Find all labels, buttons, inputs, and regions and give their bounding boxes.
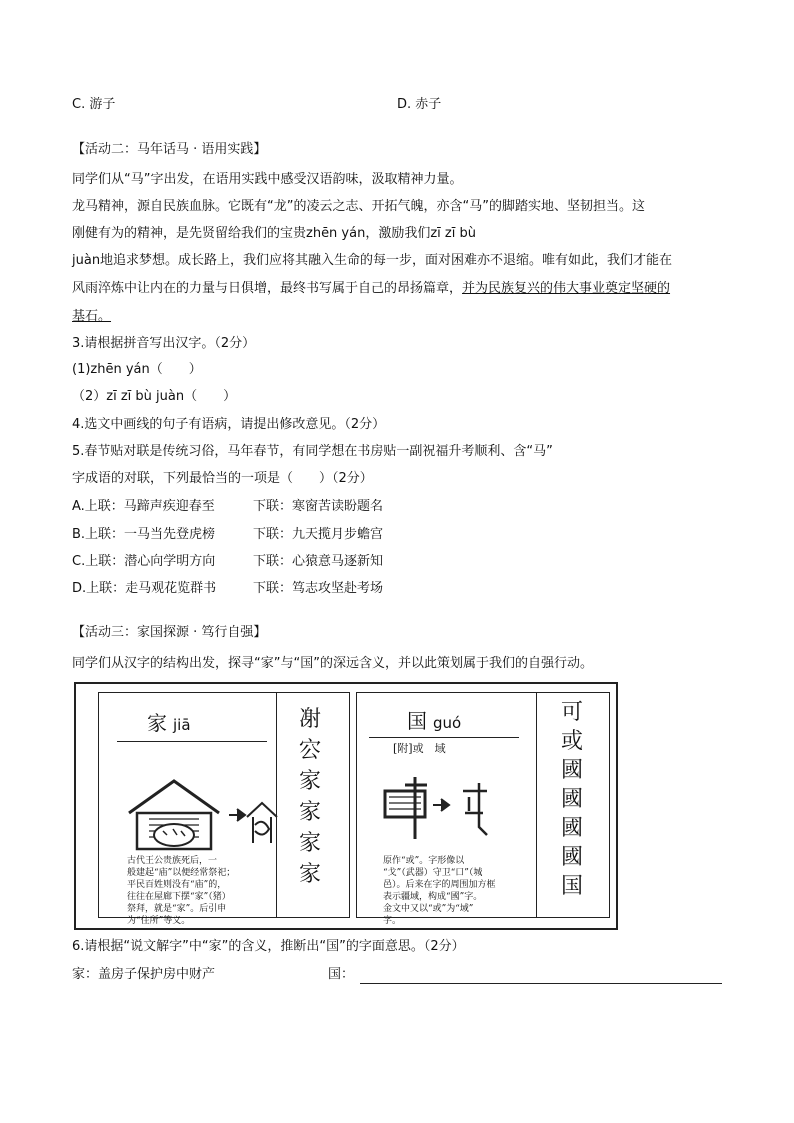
activity2-intro: 同学们从“马”字出发，在语用实践中感受汉语韵味，汲取精神力量。: [72, 172, 463, 187]
q3-stem: 3.请根据拼音写出汉字。（2分）: [72, 336, 256, 351]
q4-stem: 4.选文中画线的句子有语病，请提出修改意见。（2分）: [72, 417, 386, 432]
jia-heading-rule: [117, 741, 267, 742]
option-c: C. 游子: [72, 97, 116, 112]
guo-form-1: 可: [560, 700, 583, 725]
guo-forms-column: [550, 698, 594, 901]
guo-explanation: 原作“或”。字形像以 “戈”（武器）守卫“口”（城 邑）。后来在字的周围加方框 表示疆域，构成“國”字。 金文中又以“或”为“域” 字。: [383, 856, 496, 926]
guo-heading-rule: [369, 737, 519, 738]
q6-guo-label: 国：: [328, 967, 355, 982]
guo-form-7: 国: [560, 874, 583, 899]
guo-form-3: 國: [560, 758, 583, 783]
jia-heading: [147, 707, 191, 736]
q5-option-a-down: 下联：寒窗苦读盼题名: [253, 499, 384, 514]
jia-char: 家: [147, 711, 167, 735]
jia-column-divider: [276, 692, 277, 918]
q5-option-b-down: 下联：九天揽月步蟾宫: [253, 527, 384, 542]
etymology-figure: [74, 682, 618, 930]
jia-form-5: 家: [298, 831, 321, 856]
q5-option-c-down: 下联：心猿意马逐新知: [253, 554, 384, 569]
jia-pinyin: jiā: [173, 716, 191, 734]
guo-form-5: 國: [560, 816, 583, 841]
q5-option-b-up: B.上联：一马当先登虎榜: [72, 527, 216, 542]
jia-form-4: 家: [298, 800, 321, 825]
option-d: D. 赤子: [397, 97, 442, 112]
guo-char: 国: [407, 709, 427, 733]
q5-option-d-down: 下联：笃志攻坚赴考场: [253, 581, 384, 596]
q3-item-2: （2）zī zī bù juàn（ ）: [72, 389, 237, 404]
underlined-sentence-part1: 并为民族复兴的伟大事业奠定坚硬的: [462, 281, 671, 296]
q5-stem-2: 字成语的对联，下列最恰当的一项是（ ）（2分）: [72, 471, 373, 486]
activity2-title: 【活动二：马年话马 · 语用实践】: [72, 142, 267, 157]
jia-form-6: 家: [298, 862, 321, 887]
activity3-intro: 同学们从汉字的结构出发，探寻“家”与“国”的深远含义，并以此策划属于我们的自强行动。: [72, 656, 593, 671]
guo-sub: [附]或 域: [393, 742, 446, 755]
underlined-sentence-part2: 基石。: [72, 309, 112, 324]
jia-forms-column: [290, 704, 330, 890]
jia-form-1: 㓔: [298, 707, 321, 732]
activity3-title: 【活动三：家国探源 · 笃行自强】: [72, 625, 267, 640]
jia-explanation: 古代王公贵族死后，一 般建起“庙”以便经常祭祀； 平民百姓则没有“庙”的， 往往在屋廊下摆“家”（猪） 祭拜，就是“家”。后引申 为“住所”等义。: [127, 856, 236, 926]
guo-heading: [407, 705, 461, 734]
q6-jia-label: 家：盖房子保护房中财产: [72, 967, 216, 982]
guo-pinyin: guó: [433, 714, 462, 732]
guo-form-2: 或: [560, 729, 583, 754]
q3-item-1: (1)zhēn yán（ ）: [72, 362, 202, 377]
guo-form-6: 國: [560, 845, 583, 870]
q5-option-a-up: A.上联：马蹄声疾迎春至: [72, 499, 215, 514]
passage-line-1: 龙马精神，源自民族血脉。它既有“龙”的凌云之志、开拓气魄，亦含“马”的脚踏实地、坚韧担当。这: [72, 199, 645, 214]
q5-stem-1: 5.春节贴对联是传统习俗，马年春节，有同学想在书房贴一副祝福升考顺利、含“马”: [72, 444, 553, 459]
q5-option-d-up: D.上联：走马观花览群书: [72, 581, 217, 596]
guo-ancient-form-icon: [371, 773, 521, 843]
jia-form-3: 家: [298, 769, 321, 794]
passage-line-4: [72, 279, 670, 299]
q5-option-c-up: C.上联：潜心向学明方向: [72, 554, 216, 569]
q6-answer-blank[interactable]: [360, 983, 722, 984]
passage-line-2: 刚健有为的精神，是先贤留给我们的宝贵zhēn yán，激励我们zī zī bù: [72, 226, 476, 241]
jia-form-2: 㝐: [298, 738, 321, 763]
jia-house-pig-icon: [119, 773, 279, 853]
passage-line-3: juàn地追求梦想。成长路上，我们应将其融入生命的每一步，面对困难亦不退缩。唯有如此，我们才能在: [72, 253, 673, 268]
guo-form-4: 國: [560, 787, 583, 812]
passage-line-4-plain: 风雨淬炼中让内在的力量与日俱增，最终书写属于自己的昂扬篇章，: [72, 281, 463, 296]
guo-column-divider: [536, 692, 537, 918]
q6-stem: 6.请根据“说文解字”中“家”的含义，推断出“国”的字面意思。（2分）: [72, 939, 465, 954]
